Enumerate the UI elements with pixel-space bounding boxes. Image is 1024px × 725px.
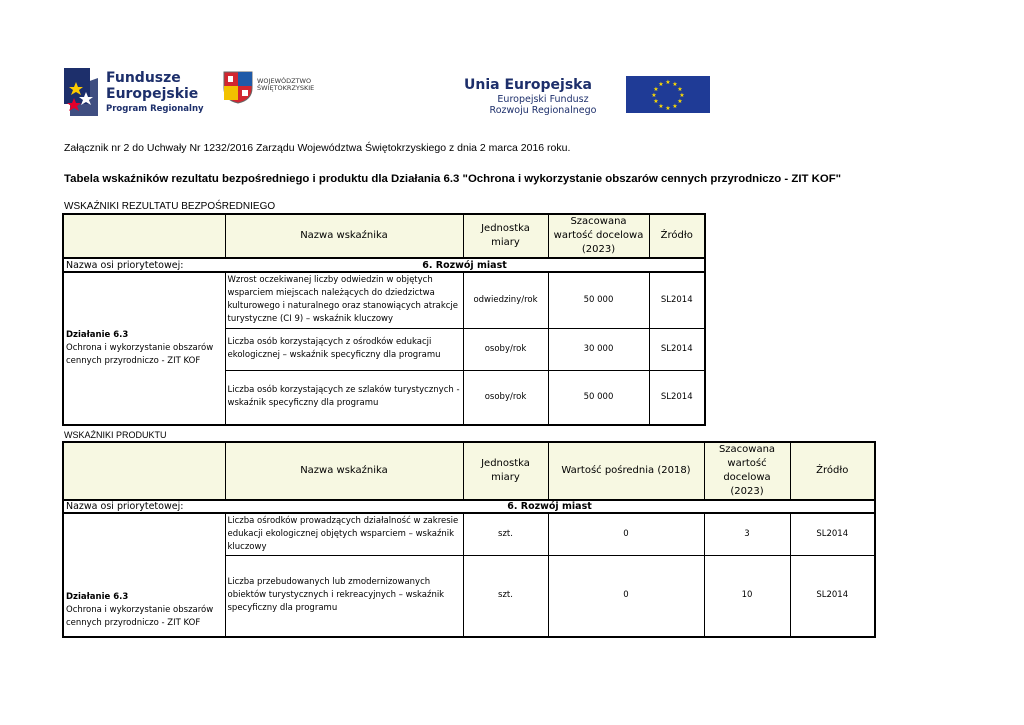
indicator-target: 50 000 [548,272,649,328]
product-axis-value: 6. Rozwój miast [225,500,875,513]
product-header-target: Szacowana wartość docelowa (2023) [704,442,790,500]
ws-line1: WOJEWÓDZTWO [257,77,312,85]
product-header-source: Źródło [790,442,875,500]
indicator-name: Liczba osób korzystających ze szlaków turystycznych - wskaźnik specyficzny dla programu [225,370,463,425]
result-axis-value: 6. Rozwój miast [225,258,705,272]
result-axis-label: Nazwa osi priorytetowej: [63,258,225,272]
indicator-target: 50 000 [548,370,649,425]
svg-text:★: ★ [665,79,671,86]
wojewodztwo-logo [222,70,332,104]
fe-stars-icon [64,68,102,118]
attachment-note: Załącznik nr 2 do Uchwały Nr 1232/2016 Zarządu Województwa Świętokrzyskiego z dnia 2 marca 2016 roku. [64,142,571,154]
indicator-unit: odwiedziny/rok [463,272,548,328]
indicator-mid: 0 [548,555,704,637]
indicator-source: SL2014 [649,328,705,370]
product-header-unit: Jednostka miary [463,442,548,500]
product-section-heading: WSKAŹNIKI PRODUKTU [64,430,167,440]
result-header-name: Nazwa wskaźnika [225,214,463,258]
fundusze-europejskie-logo [64,68,204,120]
ue-logo-text [464,77,614,116]
product-header-row [63,442,875,500]
result-action-cell [63,272,225,425]
svg-text:★: ★ [651,92,657,99]
result-header-source: Źródło [649,214,705,258]
result-header-target: Szacowana wartość docelowa (2023) [548,214,649,258]
result-action-title: Działanie 6.3 [66,330,129,340]
indicator-unit: osoby/rok [463,328,548,370]
indicator-unit: szt. [463,555,548,637]
indicator-name: Liczba osób korzystających z ośrodków edukacji ekologicznej – wskaźnik specyficzny dla programu [225,328,463,370]
product-header-name: Nazwa wskaźnika [225,442,463,500]
indicator-mid: 0 [548,513,704,555]
result-indicators-table [62,213,706,426]
table-row [63,272,705,328]
document-title: Tabela wskaźników rezultatu bezpośredniego i produktu dla Działania 6.3 "Ochrona i wykorzystanie obszarów cennych przyrodniczo - ZIT KOF" [64,173,842,185]
indicator-target: 30 000 [548,328,649,370]
svg-text:★: ★ [679,92,685,99]
indicator-name: Wzrost oczekiwanej liczby odwiedzin w objętych wsparciem miejscach należących do dziedzictwa kulturowego i naturalnego oraz stanowiących atrakcje turystyczne (CI 9) – wskaźnik kluczowy [225,272,463,328]
indicator-source: SL2014 [790,513,875,555]
result-section-heading: WSKAŹNIKI REZULTATU BEZPOŚREDNIEGO [64,201,276,212]
svg-text:★: ★ [665,105,671,112]
coat-of-arms-icon [222,70,254,104]
product-action-title: Działanie 6.3 [66,592,129,602]
table-row [63,513,875,555]
indicator-unit: osoby/rok [463,370,548,425]
result-axis-row [63,258,705,272]
svg-text:★: ★ [677,98,683,105]
ue-line1: Unia Europejska [464,77,592,93]
indicator-unit: szt. [463,513,548,555]
fe-line1: Fundusze [106,70,181,86]
indicator-target: 3 [704,513,790,555]
svg-text:★: ★ [677,86,683,93]
product-indicators-table [62,441,876,638]
product-axis-label: Nazwa osi priorytetowej: [63,500,225,513]
indicator-source: SL2014 [790,555,875,637]
indicator-name: Liczba ośrodków prowadzących działalność w zakresie edukacji ekologicznej objętych wsparciem – wskaźnik kluczowy [225,513,463,555]
product-axis-row [63,500,875,513]
svg-text:★: ★ [653,86,659,93]
result-header-blank [63,214,225,258]
result-header-unit: Jednostka miary [463,214,548,258]
ue-line2: Europejski Fundusz [497,94,589,105]
svg-text:★: ★ [672,103,678,110]
indicator-name: Liczba przebudowanych lub zmodernizowanych obiektów turystycznych i rekreacyjnych – wskaźnik specyficzny dla programu [225,555,463,637]
indicator-source: SL2014 [649,370,705,425]
eu-flag-icon [626,76,710,113]
product-action-desc: Ochrona i wykorzystanie obszarów cennych przyrodniczo - ZIT KOF [66,605,214,628]
fe-line3: Program Regionalny [106,104,204,114]
svg-text:★: ★ [658,81,664,88]
svg-text:★: ★ [672,81,678,88]
result-header-row [63,214,705,258]
product-action-cell [63,513,225,637]
result-action-desc: Ochrona i wykorzystanie obszarów cennych przyrodniczo - ZIT KOF [66,343,214,366]
ue-line3: Rozwoju Regionalnego [489,105,597,116]
indicator-target: 10 [704,555,790,637]
indicator-source: SL2014 [649,272,705,328]
product-header-mid: Wartość pośrednia (2018) [548,442,704,500]
svg-text:★: ★ [653,98,659,105]
fe-line2: Europejskie [106,86,199,102]
ws-line2: ŚWIĘTOKRZYSKIE [257,84,315,92]
product-header-blank [63,442,225,500]
svg-text:★: ★ [658,103,664,110]
